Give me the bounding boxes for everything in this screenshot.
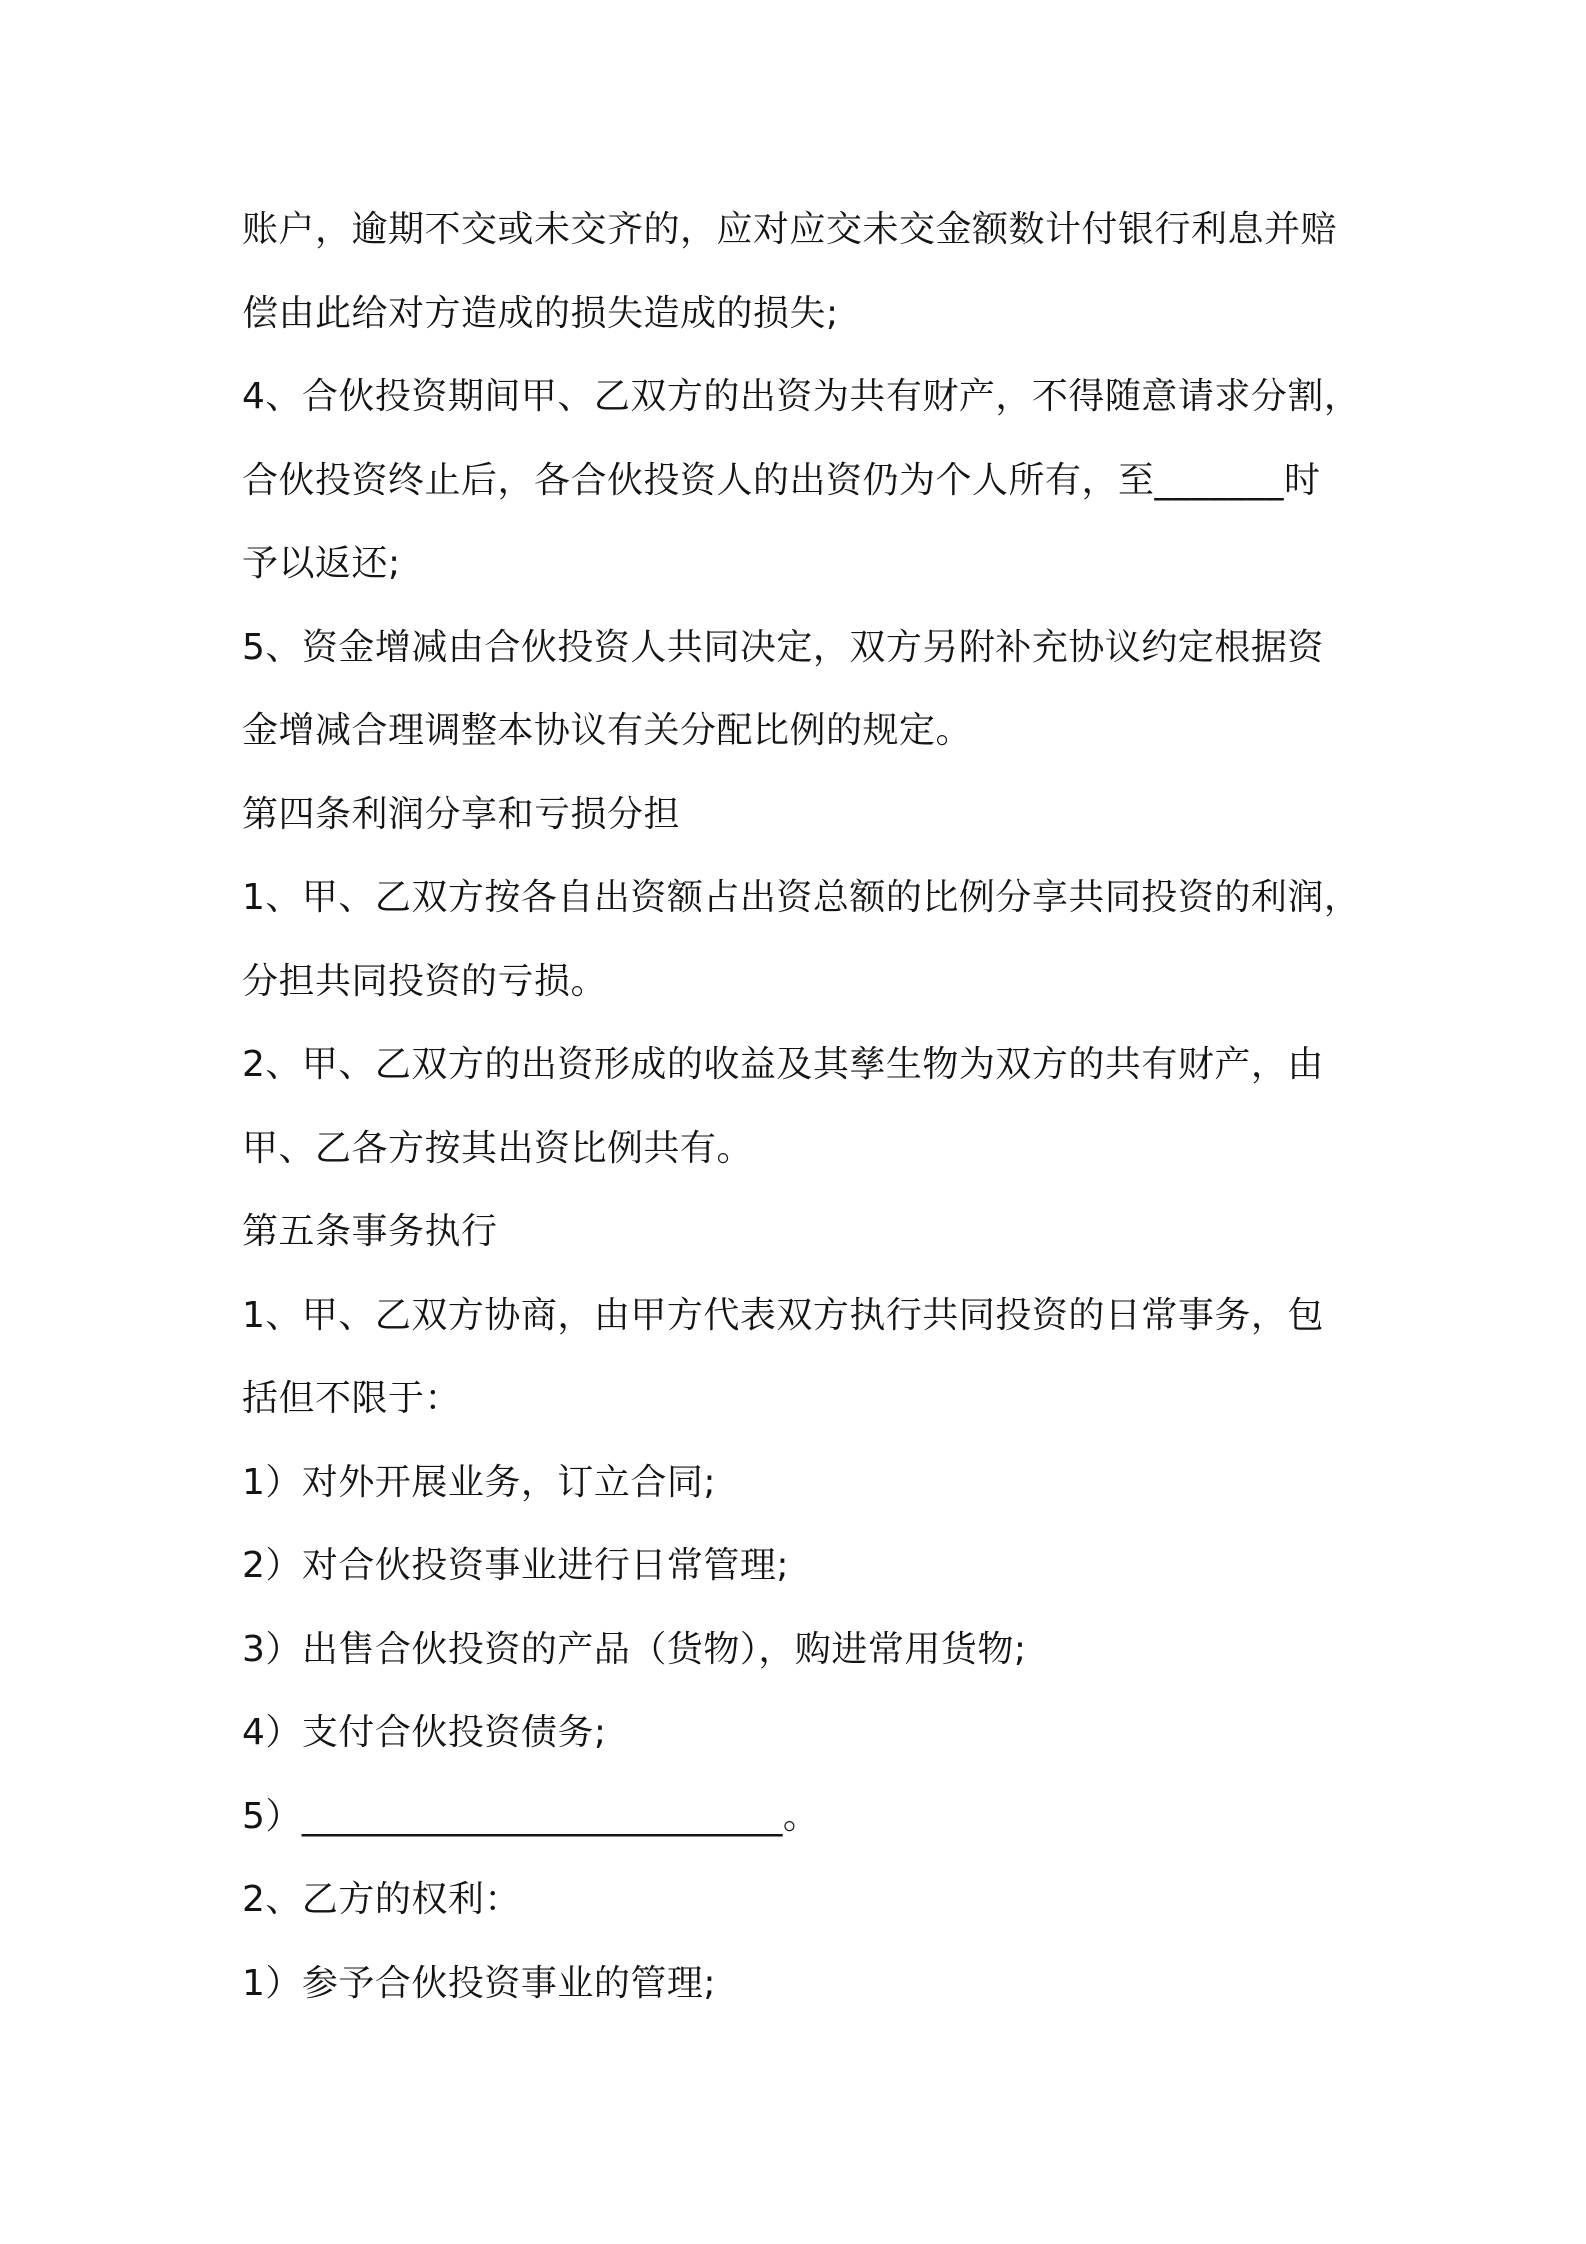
clause-item: 2、甲、乙双方的出资形成的收益及其孳生物为双方的共有财产，由: [242, 1044, 1324, 1085]
text-line: 括但不限于：: [242, 1378, 462, 1419]
article-heading: 第五条事务执行: [242, 1211, 498, 1252]
text-line: 偿由此给对方造成的损失造成的损失;: [242, 292, 839, 334]
sub-item: 3）出售合伙投资的产品（货物），购进常用货物;: [242, 1628, 1027, 1670]
clause-item: 5、资金增减由合伙投资人共同决定，双方另附补充协议约定根据资: [242, 626, 1324, 668]
article-heading: 第四条利润分享和亏损分担: [242, 793, 681, 835]
sub-item: 4）支付合伙投资债务;: [242, 1712, 607, 1753]
clause-item: 2、乙方的权利：: [242, 1879, 521, 1920]
sub-item: 1）对外开展业务，订立合同;: [242, 1461, 717, 1503]
text-line: 金增减合理调整本协议有关分配比例的规定。: [242, 710, 973, 751]
sub-item: 1）参予合伙投资事业的管理;: [242, 1962, 717, 2004]
text-line: 甲、乙各方按其出资比例共有。: [242, 1127, 754, 1169]
document-body: [242, 198, 1362, 2035]
text-line: 账户，逾期不交或未交齐的，应对应交未交金额数计付银行利息并赔: [242, 209, 1338, 250]
clause-item: 4、合伙投资期间甲、乙双方的出资为共有财产，不得随意请求分割，: [242, 376, 1361, 417]
sub-item: 2）对合伙投资事业进行日常管理;: [242, 1545, 790, 1586]
sub-item-blank: 5）__________________________。: [242, 1795, 820, 1837]
text-line: 合伙投资终止后，各合伙投资人的出资仍为个人所有，至_______时: [242, 459, 1321, 501]
text-line: 予以返还;: [242, 543, 401, 584]
clause-item: 1、甲、乙双方协商，由甲方代表双方执行共同投资的日常事务，包: [242, 1294, 1324, 1336]
text-line: 分担共同投资的亏损。: [242, 960, 608, 1002]
clause-item: 1、甲、乙双方按各自出资额占出资总额的比例分享共同投资的利润，: [242, 877, 1361, 918]
